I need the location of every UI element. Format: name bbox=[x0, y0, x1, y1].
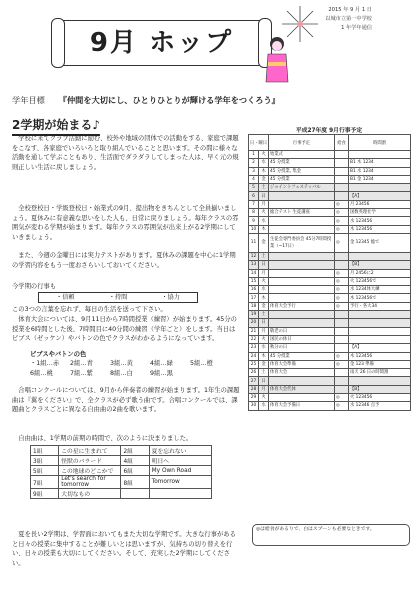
schedule-timetable bbox=[349, 327, 411, 335]
song-row bbox=[31, 456, 212, 466]
schedule-day: 14 bbox=[249, 269, 259, 277]
schedule-lunch: ◎ bbox=[335, 294, 349, 302]
schedule-event: 秋分の日 bbox=[269, 344, 335, 352]
song-cell bbox=[149, 489, 211, 499]
song-cell: この星に生まれて bbox=[59, 446, 121, 456]
song-cell: My Own Road bbox=[149, 466, 211, 476]
schedule-row bbox=[249, 319, 411, 327]
schedule-day: 30 bbox=[249, 402, 259, 410]
bib-colors-title: ビブスやバトンの色 bbox=[30, 351, 87, 358]
schedule-row bbox=[249, 352, 411, 360]
schedule-timetable: 火 123456 bbox=[349, 394, 411, 402]
schedule-weekday: 水 bbox=[259, 402, 269, 410]
schedule-event: 45 分授業 bbox=[269, 159, 335, 167]
schedule-weekday: 木 bbox=[259, 225, 269, 233]
schedule-lunch bbox=[335, 311, 349, 319]
schedule-timetable: 月 23456 bbox=[349, 200, 411, 208]
schedule-day: 12 bbox=[249, 252, 259, 260]
schedule-lunch bbox=[335, 261, 349, 269]
schedule-day: 13 bbox=[249, 261, 259, 269]
schedule-row bbox=[249, 217, 411, 225]
song-row bbox=[31, 446, 212, 456]
paragraph: 体育大会については、9月11日から7時間授業（練習）が始まります。45分の授業を6時間とした後、7時間目に40分間の練習（学年ごと）をします。当日はビブス（ゼッケン）やバトンの色でクラスがわかるようになっています。 bbox=[12, 316, 237, 343]
schedule-row bbox=[249, 269, 411, 277]
schedule-weekday: 火 bbox=[259, 277, 269, 285]
schedule-lunch bbox=[335, 175, 349, 183]
schedule-title: 平成27年度 9月行事予定 bbox=[295, 128, 363, 134]
schedule-event bbox=[269, 225, 335, 233]
song-row bbox=[31, 489, 212, 499]
schedule-event bbox=[269, 252, 335, 260]
song-cell: 怪獣のバラード bbox=[59, 456, 121, 466]
paragraph: この3つの言葉を忘れず、毎日の生活を送って下さい。 bbox=[12, 306, 167, 313]
schedule-day: 16 bbox=[249, 286, 259, 294]
schedule-row bbox=[249, 385, 411, 393]
class-cell: 3組 bbox=[31, 456, 59, 466]
schedule-event: 国民の休日 bbox=[269, 335, 335, 343]
schedule-weekday: 水 bbox=[259, 344, 269, 352]
schedule-day: 1 bbox=[249, 151, 259, 159]
schedule-event: 45 分授業, 集金 bbox=[269, 167, 335, 175]
schedule-weekday: 木 bbox=[259, 294, 269, 302]
song-cell: 夏を忘れない bbox=[149, 446, 211, 456]
schedule-lunch: ◎ bbox=[335, 352, 349, 360]
class-cell: 9組 bbox=[31, 489, 59, 499]
bib-color: 9組…黒 bbox=[150, 369, 173, 377]
schedule-day: 29 bbox=[249, 394, 259, 402]
schedule-row bbox=[249, 159, 411, 167]
schedule-event bbox=[269, 294, 335, 302]
schedule-timetable: 木 123456 bbox=[349, 352, 411, 360]
paragraph-text: また、今週の金曜日には実力テストがあります。夏休みの課題を中心に1学期の学習内容をもう一度おさらいしておいてください。 bbox=[12, 252, 236, 269]
schedule-event bbox=[269, 311, 335, 319]
schedule-row bbox=[249, 369, 411, 377]
bib-colors-list bbox=[30, 359, 240, 378]
schedule-header-lunch: 給食 bbox=[335, 135, 349, 151]
schedule-timetable: 国数英理社学 bbox=[349, 209, 411, 217]
schedule-row bbox=[249, 175, 411, 183]
class-cell: 7組 bbox=[31, 476, 59, 489]
song-cell: 明日へ bbox=[149, 456, 211, 466]
schedule-row bbox=[249, 277, 411, 285]
schedule-timetable: 【B】 bbox=[349, 261, 411, 269]
schedule-row bbox=[249, 335, 411, 343]
schedule-header-row bbox=[249, 135, 411, 151]
schedule-timetable: 【A】 bbox=[349, 344, 411, 352]
schedule-timetable: 金 12345 総で bbox=[349, 233, 411, 252]
schedule-event: 体育大会準備 bbox=[269, 360, 335, 368]
paragraph: 合唱コンクールについては、9月から伴奏者の練習が始まります。1年生の課題曲は『翼をください』で、全クラスが必ず歌う曲です。合唱コンクールでは、課題曲とクラスごとに異なる自由曲の2曲を歌います。 bbox=[12, 387, 240, 414]
schedule-row bbox=[249, 360, 411, 368]
schedule-lunch bbox=[335, 377, 349, 385]
schedule-row bbox=[249, 200, 411, 208]
paragraph: 学校に来てクラブ活動に励む、校外や地域の団体での活動をする、家庭で課題をこなす、各家庭でいろいろと取り組んでいることと思います。その間に様々な活動を通して学ぶこともあり、生活面でダラダラしてしまった人は、早く元の規則正しい生活に戻しましょう。 bbox=[12, 135, 239, 171]
schedule-day: 17 bbox=[249, 294, 259, 302]
schedule-weekday: 金 bbox=[259, 175, 269, 183]
schedule-lunch bbox=[335, 184, 349, 192]
song-row bbox=[31, 476, 212, 489]
schedule-day: 21 bbox=[249, 327, 259, 335]
bib-color: 3組…黄 bbox=[110, 360, 133, 367]
schedule-lunch bbox=[335, 151, 349, 159]
schedule-row bbox=[249, 402, 411, 410]
schedule-lunch: ◎ bbox=[335, 209, 349, 217]
class-cell: 1組 bbox=[31, 446, 59, 456]
schedule-lunch: ◎ bbox=[335, 360, 349, 368]
schedule-day: 9 bbox=[249, 217, 259, 225]
schedule-event: 45 分授業 bbox=[269, 352, 335, 360]
schedule-lunch: ◎ bbox=[335, 302, 349, 310]
goal-words-box bbox=[38, 292, 198, 303]
paragraph: 夏を長い2学期は、学習面においてもまた大切な学期です。大きな行事があると日々の授業に集中することが難しいとは思いますが、気持ちの切り替えを行い、日々の授業も大切にしてください。そして、充実した2学期にしてください。 bbox=[12, 531, 236, 567]
schedule-row bbox=[249, 252, 411, 260]
schedule-day: 15 bbox=[249, 277, 259, 285]
class-cell: 4組 bbox=[121, 456, 149, 466]
paragraph: 自由曲は、1学期の前期の時間で、次のように決まりました。 bbox=[18, 435, 193, 442]
class-cell bbox=[121, 489, 149, 499]
song-row bbox=[31, 466, 212, 476]
schedule-lunch: ◎ bbox=[335, 402, 349, 410]
schedule-event: 体育大会予行 bbox=[269, 302, 335, 310]
paragraph: 全校登校日・学級登校日・始業式の9月、提出物をきちんとして全員揃いましょう。夏休みに有意義な思いをした人も、日常に戻りましょう。毎年クラスの雰囲気が変わる学期が始まります。毎年クラスの雰囲気が出来上がる2学期にしていきましょう。 bbox=[12, 205, 239, 241]
schedule-weekday: 月 bbox=[259, 327, 269, 335]
class-cell: 2組 bbox=[121, 446, 149, 456]
schedule-row bbox=[249, 394, 411, 402]
schedule-event bbox=[269, 261, 335, 269]
schedule-timetable: 水 123456 bbox=[349, 217, 411, 225]
schedule-day: 26 bbox=[249, 369, 259, 377]
schedule-day: 22 bbox=[249, 335, 259, 343]
schedule-lunch bbox=[335, 344, 349, 352]
schedule-day: 11 bbox=[249, 233, 259, 252]
schedule-weekday: 金 bbox=[259, 233, 269, 252]
schedule-row bbox=[249, 377, 411, 385]
schedule-weekday: 土 bbox=[259, 184, 269, 192]
schedule-day: 28 bbox=[249, 385, 259, 393]
schedule-day: 6 bbox=[249, 192, 259, 200]
schedule-row bbox=[249, 184, 411, 192]
schedule-lunch: ◎ bbox=[335, 217, 349, 225]
schedule-day: 7 bbox=[249, 200, 259, 208]
song-cell: Tomorrow bbox=[149, 476, 211, 489]
schedule-lunch: ◎ bbox=[335, 225, 349, 233]
issuer: 1 年学年通信 bbox=[341, 25, 372, 31]
paragraph bbox=[12, 281, 56, 290]
header-info bbox=[262, 6, 372, 33]
schedule-header-day: 日・曜日 bbox=[249, 135, 269, 151]
schedule-weekday: 金 bbox=[259, 360, 269, 368]
schedule-weekday: 月 bbox=[259, 200, 269, 208]
schedule-day: 18 bbox=[249, 302, 259, 310]
schedule-weekday: 月 bbox=[259, 269, 269, 277]
schedule-timetable: 木 123456 bbox=[349, 225, 411, 233]
schedule-table bbox=[248, 134, 411, 411]
schedule-timetable bbox=[349, 252, 411, 260]
schedule-lunch bbox=[335, 369, 349, 377]
grade-goal-text: 『仲間を大切にし、ひとりひとりが輝ける学年をつくろう』 bbox=[58, 95, 280, 105]
schedule-timetable: 【A】 bbox=[349, 192, 411, 200]
schedule-row bbox=[249, 233, 411, 252]
schedule-weekday: 日 bbox=[259, 261, 269, 269]
schedule-weekday: 日 bbox=[259, 319, 269, 327]
schedule-lunch bbox=[335, 159, 349, 167]
schedule-event: 敬老の日 bbox=[269, 327, 335, 335]
schedule-lunch bbox=[335, 167, 349, 175]
schedule-lunch bbox=[335, 192, 349, 200]
schedule-row bbox=[249, 225, 411, 233]
schedule-timetable: 【B】 bbox=[349, 385, 411, 393]
schedule-timetable bbox=[349, 311, 411, 319]
school-name: 以城市立第一中学校 bbox=[325, 16, 372, 22]
schedule-lunch: ◎ bbox=[335, 394, 349, 402]
schedule-day: 3 bbox=[249, 167, 259, 175]
schedule-weekday: 火 bbox=[259, 209, 269, 217]
schedule-timetable: 木 123456で bbox=[349, 294, 411, 302]
schedule-day: 23 bbox=[249, 344, 259, 352]
schedule-timetable bbox=[349, 184, 411, 192]
schedule-lunch bbox=[335, 385, 349, 393]
schedule-timetable: 水 12346 点予 bbox=[349, 402, 411, 410]
schedule-weekday: 日 bbox=[259, 377, 269, 385]
goal-word: ・持間 bbox=[108, 294, 128, 301]
schedule-timetable: 予行・各大34 bbox=[349, 302, 411, 310]
schedule-lunch: ◎ bbox=[335, 200, 349, 208]
schedule-weekday: 火 bbox=[259, 151, 269, 159]
schedule-event: 総合テスト 生徒講座 bbox=[269, 209, 335, 217]
schedule-weekday: 木 bbox=[259, 167, 269, 175]
schedule-weekday: 日 bbox=[259, 192, 269, 200]
grade-goal bbox=[12, 95, 332, 106]
schedule-weekday: 土 bbox=[259, 252, 269, 260]
schedule-weekday: 土 bbox=[259, 311, 269, 319]
schedule-day: 19 bbox=[249, 311, 259, 319]
schedule-day: 2 bbox=[249, 159, 259, 167]
schedule-weekday: 月 bbox=[259, 385, 269, 393]
schedule-event bbox=[269, 269, 335, 277]
schedule-header-event: 行事予定 bbox=[269, 135, 335, 151]
schedule-event: 45 分授業 bbox=[269, 175, 335, 183]
schedule-weekday: 土 bbox=[259, 369, 269, 377]
schedule-event bbox=[269, 200, 335, 208]
schedule-lunch bbox=[335, 327, 349, 335]
schedule-row bbox=[249, 261, 411, 269]
schedule-lunch: ◎ bbox=[335, 269, 349, 277]
schedule-timetable bbox=[349, 335, 411, 343]
schedule-lunch: ◎ bbox=[335, 277, 349, 285]
schedule-timetable: 水 1234体大練 bbox=[349, 286, 411, 294]
schedule-row bbox=[249, 151, 411, 159]
schedule-event bbox=[269, 377, 335, 385]
schedule-day: 5 bbox=[249, 184, 259, 192]
schedule-weekday: 水 bbox=[259, 159, 269, 167]
song-cell: Let's search for tomorrow bbox=[59, 476, 121, 489]
schedule-event: ジョイントフェスティバル bbox=[269, 184, 335, 192]
schedule-event bbox=[269, 286, 335, 294]
schedule-lunch: ◎ bbox=[335, 233, 349, 252]
song-cell: この地球のどこかで bbox=[59, 466, 121, 476]
schedule-lunch bbox=[335, 335, 349, 343]
schedule-lunch bbox=[335, 252, 349, 260]
schedule-event bbox=[269, 277, 335, 285]
schedule-event: 体育大会 bbox=[269, 369, 335, 377]
schedule-event: 体育大会予備日 bbox=[269, 402, 335, 410]
issue-date: 2015 年 9 月 1 日 bbox=[328, 7, 372, 13]
schedule-weekday: 金 bbox=[259, 302, 269, 310]
bib-color: 2組…青 bbox=[70, 360, 93, 367]
schedule-row bbox=[249, 286, 411, 294]
schedule-timetable bbox=[349, 377, 411, 385]
schedule-timetable: 火 123456で bbox=[349, 277, 411, 285]
schedule-timetable: B1 木 1234 bbox=[349, 159, 411, 167]
class-cell: 8組 bbox=[121, 476, 149, 489]
schedule-row bbox=[249, 167, 411, 175]
schedule-event bbox=[269, 394, 335, 402]
bib-color: 8組…白 bbox=[110, 369, 133, 377]
schedule-row bbox=[249, 294, 411, 302]
schedule-event bbox=[269, 319, 335, 327]
bib-color: 7組…紫 bbox=[70, 369, 93, 377]
schedule-header-timetable: 時間割 bbox=[349, 135, 411, 151]
paragraph bbox=[12, 251, 240, 270]
paragraph-text: 今学期の行事も bbox=[12, 283, 57, 290]
schedule-timetable: B1 金 1234 bbox=[349, 175, 411, 183]
schedule-timetable: 月 2456に2 bbox=[349, 269, 411, 277]
schedule-lunch: ◎ bbox=[335, 286, 349, 294]
schedule-day: 25 bbox=[249, 360, 259, 368]
schedule-event: 始業式 bbox=[269, 151, 335, 159]
schedule-day: 8 bbox=[249, 209, 259, 217]
schedule-weekday: 火 bbox=[259, 335, 269, 343]
schedule-timetable bbox=[349, 151, 411, 159]
schedule-lunch bbox=[335, 319, 349, 327]
bib-color: 6組…桃 bbox=[30, 369, 53, 377]
schedule-event: 生徒会専門委員会 45分7時間授業（~17日） bbox=[269, 233, 335, 252]
goal-word: ・信頼 bbox=[56, 294, 75, 301]
schedule-timetable bbox=[349, 319, 411, 327]
schedule-day: 10 bbox=[249, 225, 259, 233]
title-banner bbox=[58, 20, 265, 66]
schedule-event bbox=[269, 192, 335, 200]
schedule-row bbox=[249, 344, 411, 352]
schedule-row bbox=[249, 209, 411, 217]
schedule-timetable: 雨天 26 日の時間割 bbox=[349, 369, 411, 377]
section-title: 2学期が始まる♪ bbox=[12, 116, 100, 136]
schedule-day: 24 bbox=[249, 352, 259, 360]
class-cell: 6組 bbox=[121, 466, 149, 476]
bib-color: 5組…橙 bbox=[190, 360, 213, 367]
schedule-timetable: B1 水 1234 bbox=[349, 167, 411, 175]
bib-color: 4組…緑 bbox=[150, 360, 173, 367]
schedule-event bbox=[269, 217, 335, 225]
schedule-timetable: 金 123 準備 bbox=[349, 360, 411, 368]
song-table bbox=[30, 445, 212, 499]
schedule-day: 27 bbox=[249, 377, 259, 385]
grade-goal-label: 学年目標 bbox=[12, 95, 45, 105]
schedule-row bbox=[249, 302, 411, 310]
schedule-weekday: 火 bbox=[259, 394, 269, 402]
lunch-note: ◎は給食があるりで、白はスプーンも必要なときです。 bbox=[252, 524, 410, 546]
schedule-row bbox=[249, 327, 411, 335]
schedule-event: 体育大会代休 bbox=[269, 385, 335, 393]
schedule-row bbox=[249, 192, 411, 200]
schedule-weekday: 木 bbox=[259, 352, 269, 360]
bib-color: ・1組…赤 bbox=[30, 360, 60, 367]
schedule-day: 20 bbox=[249, 319, 259, 327]
yukata-girl-illustration bbox=[262, 34, 292, 84]
goal-word: ・協力 bbox=[161, 294, 180, 301]
schedule-day: 4 bbox=[249, 175, 259, 183]
schedule-weekday: 水 bbox=[259, 286, 269, 294]
schedule-weekday: 水 bbox=[259, 217, 269, 225]
newsletter-title: 9月 ホップ bbox=[89, 28, 234, 58]
class-cell: 5組 bbox=[31, 466, 59, 476]
song-cell: 大切なもの bbox=[59, 489, 121, 499]
schedule-row bbox=[249, 311, 411, 319]
